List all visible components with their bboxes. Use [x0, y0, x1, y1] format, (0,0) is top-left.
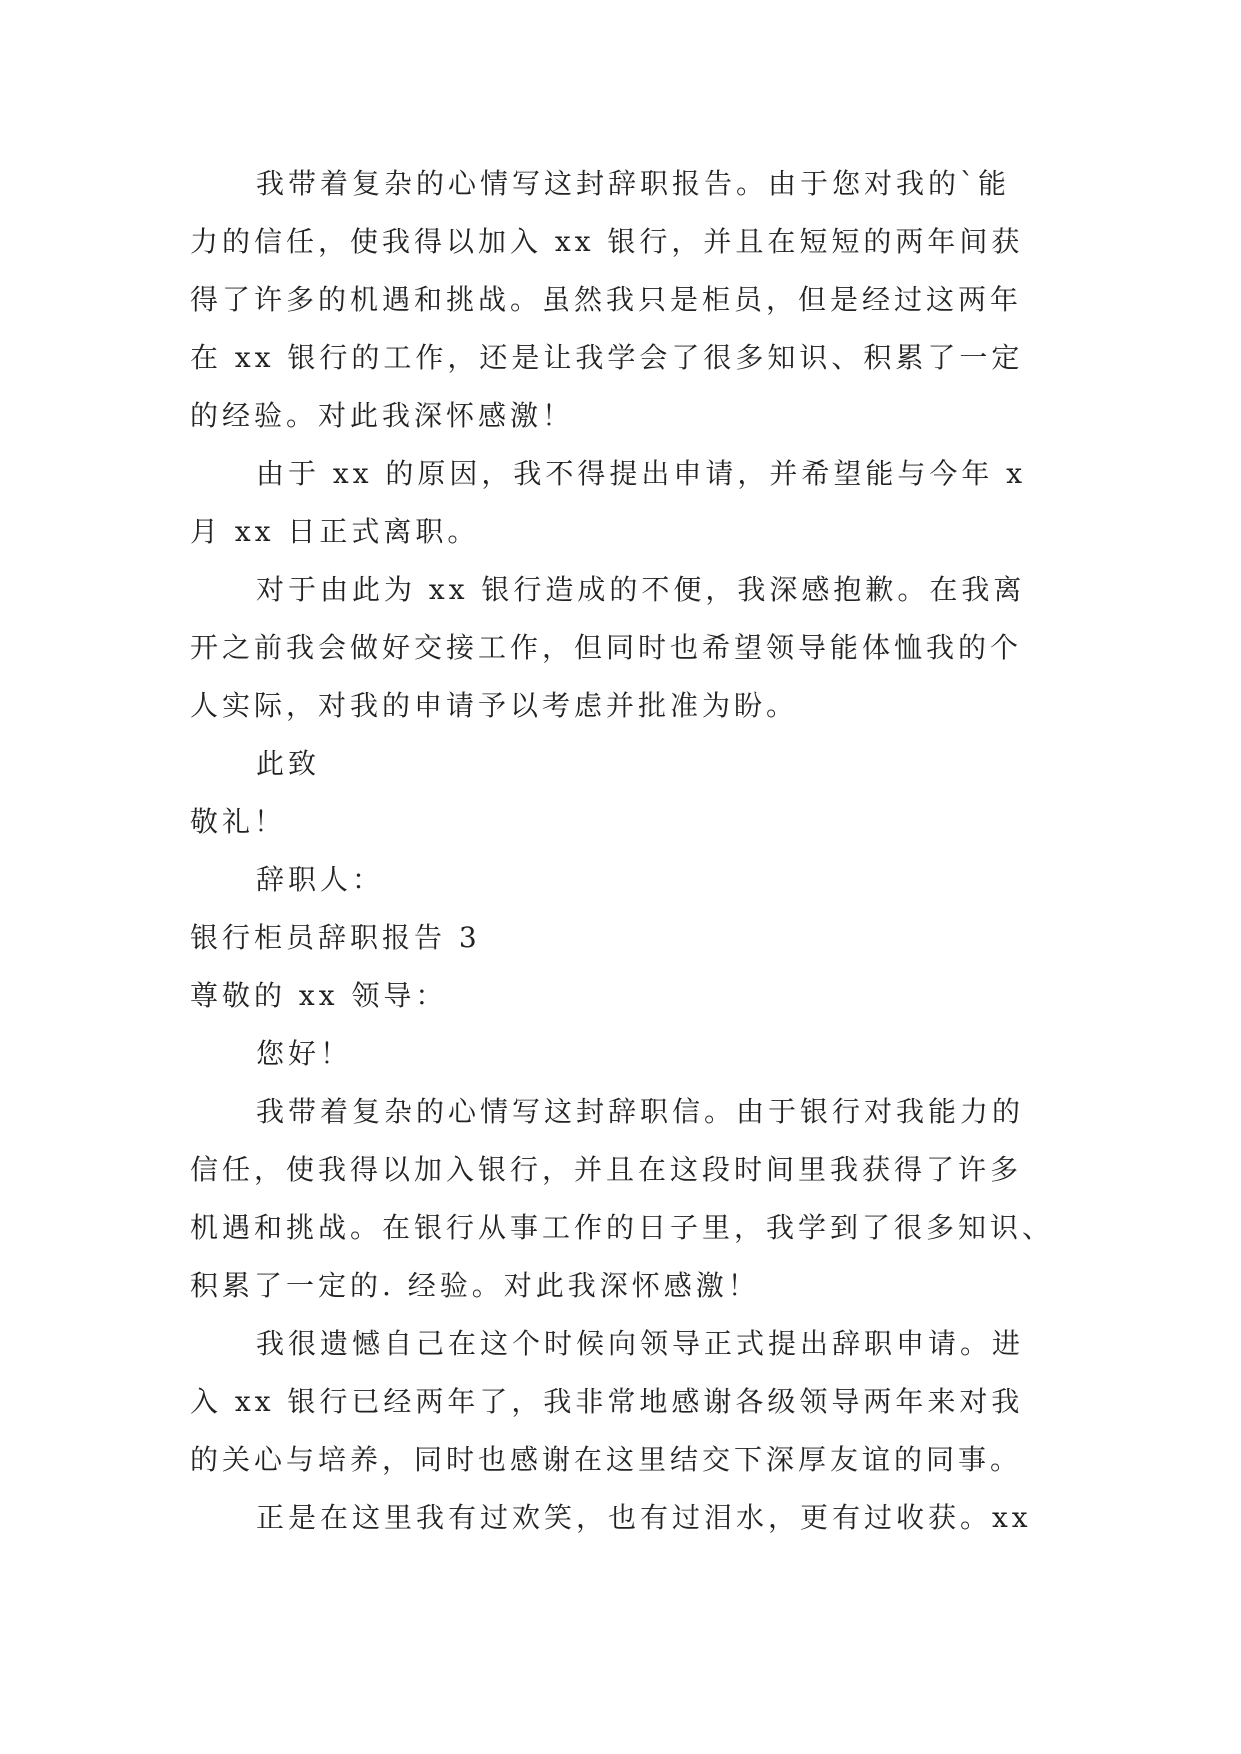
section-title: 银行柜员辞职报告 3	[190, 921, 481, 954]
text-line: 的关心与培养，同时也感谢在这里结交下深厚友谊的同事。	[190, 1443, 1023, 1476]
text-line: 信任，使我得以加入银行，并且在这段时间里我获得了许多	[190, 1153, 1023, 1186]
text-line: 由于 xx 的原因，我不得提出申请，并希望能与今年 x	[256, 457, 1027, 490]
closing-salutation: 此致	[256, 747, 321, 780]
text-line: 开之前我会做好交接工作，但同时也希望领导能体恤我的个	[190, 631, 1023, 664]
text-line: 机遇和挑战。在银行从事工作的日子里，我学到了很多知识、	[190, 1211, 1055, 1244]
text-line: 入 xx 银行已经两年了，我非常地感谢各级领导两年来对我	[190, 1385, 1024, 1418]
text-line: 正是在这里我有过欢笑，也有过泪水，更有过收获。xx	[256, 1501, 1032, 1534]
text-line: 我带着复杂的心情写这封辞职信。由于银行对我能力的	[256, 1095, 1025, 1128]
closing-regards: 敬礼！	[190, 805, 287, 838]
text-line: 力的信任，使我得以加入 xx 银行，并且在短短的两年间获	[190, 225, 1024, 258]
greeting: 您好！	[256, 1037, 353, 1070]
text-line: 在 xx 银行的工作，还是让我学会了很多知识、积累了一定	[190, 341, 1024, 374]
signature-label: 辞职人：	[256, 863, 385, 896]
text-line: 对于由此为 xx 银行造成的不便，我深感抱歉。在我离	[256, 573, 1026, 606]
greeting-addressee: 尊敬的 xx 领导：	[190, 979, 448, 1012]
text-line: 人实际，对我的申请予以考虑并批准为盼。	[190, 689, 799, 722]
text-line: 月 xx 日正式离职。	[190, 515, 480, 548]
text-line: 我很遗憾自己在这个时候向领导正式提出辞职申请。进	[256, 1327, 1025, 1360]
document-body	[190, 155, 1060, 1547]
text-line: 得了许多的机遇和挑战。虽然我只是柜员，但是经过这两年	[190, 283, 1023, 316]
text-line: 的经验。对此我深怀感激！	[190, 399, 575, 432]
text-line: 积累了一定的. 经验。对此我深怀感激！	[190, 1269, 760, 1302]
text-line: 我带着复杂的心情写这封辞职报告。由于您对我的`能	[256, 167, 1011, 200]
